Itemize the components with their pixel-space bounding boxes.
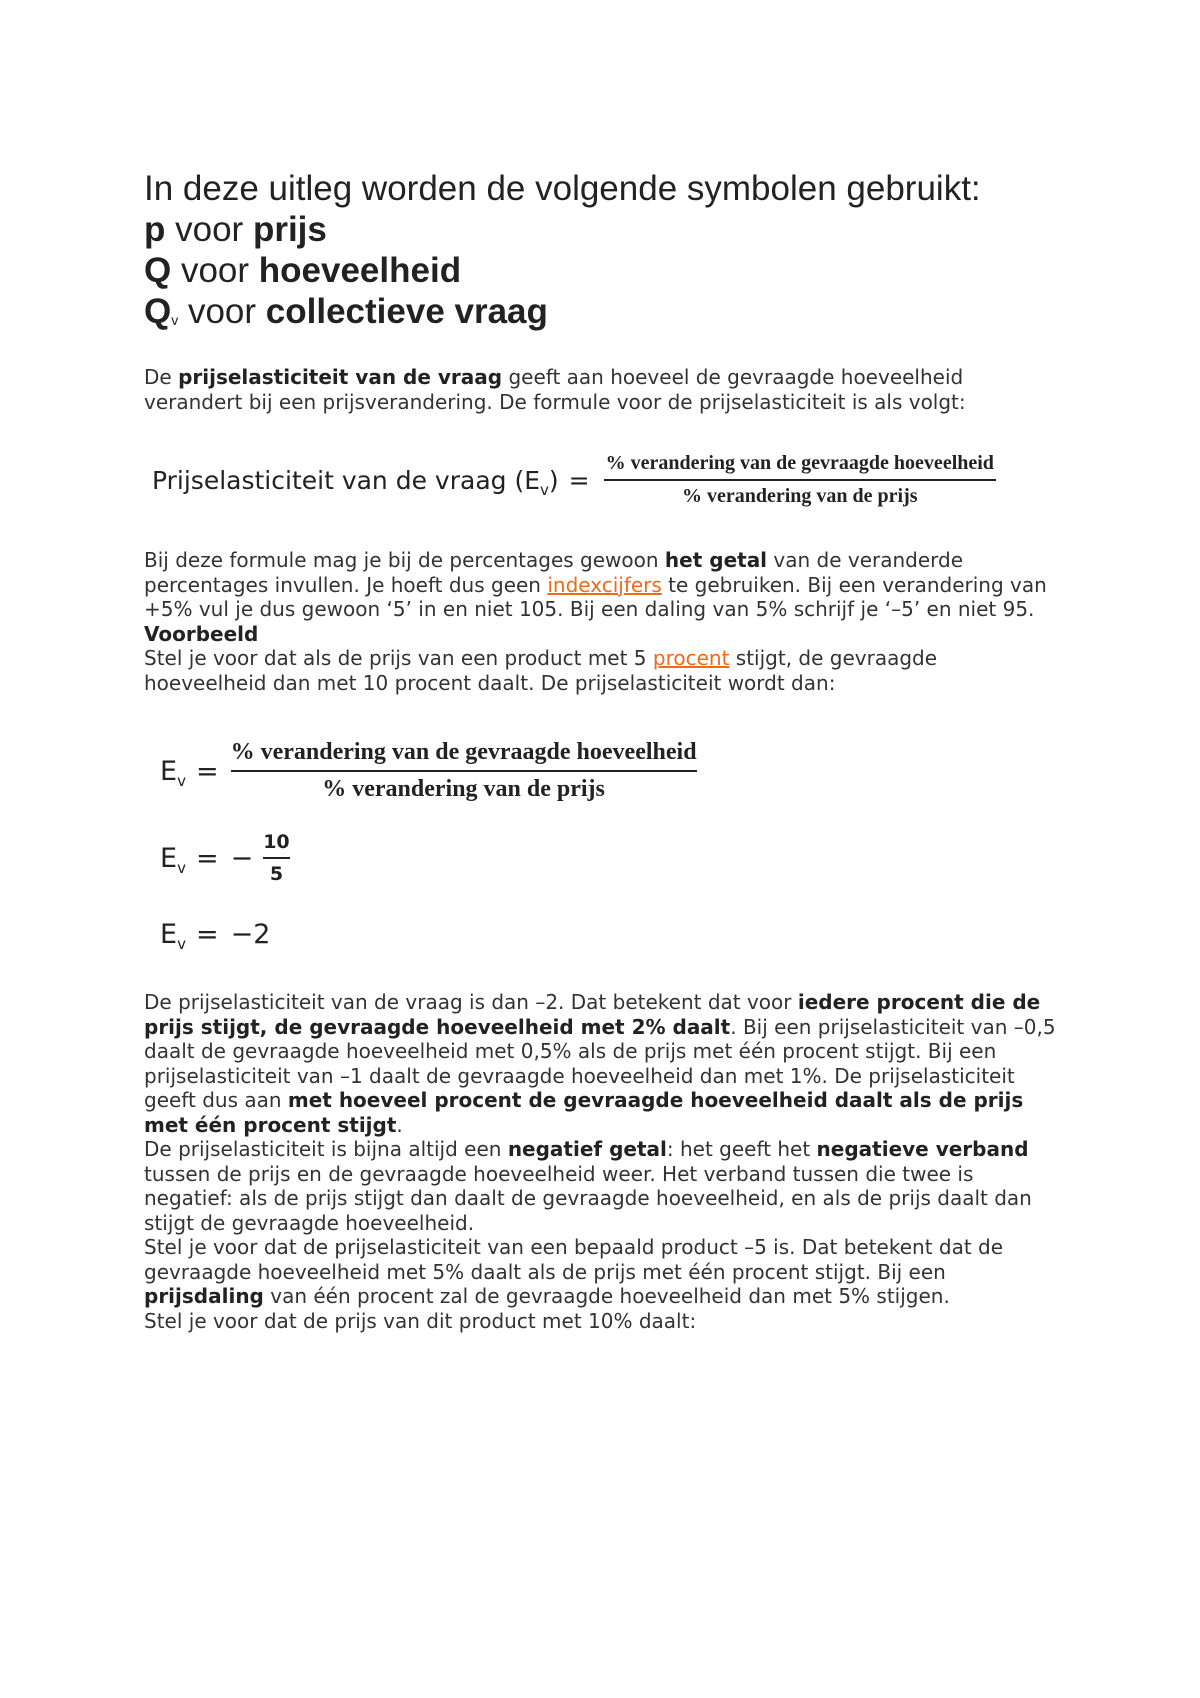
calc-result: −2 bbox=[230, 919, 271, 950]
document-page bbox=[144, 168, 1064, 1333]
calc-numerator: % verandering van de gevraagde hoeveelheid bbox=[230, 739, 697, 765]
formula-lhs: Prijselasticiteit van de vraag $(E_v)$ bbox=[152, 465, 559, 499]
calc-denominator: % verandering van de prijs bbox=[322, 776, 605, 802]
example-paragraph: Stel je voor dat als de prijs van een product met 5 procent stijgt, de gevraagde hoeveelheid dan met 10 procent daalt. De prijselasticiteit wordt dan: bbox=[144, 646, 938, 695]
fraction-bar bbox=[604, 479, 996, 481]
symbol-p: p bbox=[144, 210, 166, 249]
intro-paragraph: De prijselasticiteit van de vraag geeft aan hoeveel de gevraagde hoeveelheid verandert bij een prijsverandering. De formule voor de prijselasticiteit is als volgt: bbox=[144, 365, 966, 414]
symbols-block bbox=[144, 168, 1064, 339]
formula-numerator: % verandering van de gevraagde hoeveelheid bbox=[605, 452, 994, 474]
negative-relation-paragraph: De prijselasticiteit is bijna altijd een negatief getal: het geeft het negatieve verband tussen de prijs en de gevraagde hoeveelheid weer. Het verband tussen die twee is negatief: als de prijs stijgt dan daalt de gevraagde hoeveelheid, en als de prijs daalt dan stijgt de gevraagde hoeveelheid. bbox=[144, 1137, 1032, 1235]
symbol-p-term: prijs bbox=[252, 210, 327, 249]
symbol-qv: Q bbox=[144, 292, 172, 331]
calc-value-denominator: 5 bbox=[269, 863, 284, 885]
percentages-paragraph: Bij deze formule mag je bij de percentages gewoon het getal van de veranderde percentages invullen. Je hoeft dus geen indexcijfers te gebruiken. Bij een verandering van +5% vul je dus gewoon ‘5’ in en niet 105. Bij een daling van 5% schrijf je ‘–5’ en niet 95. bbox=[144, 548, 1047, 621]
calc-value-numerator: 10 bbox=[263, 831, 290, 853]
final-paragraph: Stel je voor dat de prijs van dit product met 10% daalt: bbox=[144, 1308, 697, 1333]
symbol-q: Q bbox=[144, 251, 172, 290]
calc-row-result: $E_v$ = −2 bbox=[160, 919, 271, 953]
symbol-qv-line: $Q_v$ voor collectieve vraag bbox=[144, 292, 548, 331]
symbol-q-line: Q voor hoeveelheid bbox=[144, 251, 462, 290]
procent-link[interactable]: procent bbox=[652, 646, 730, 670]
example-calculation bbox=[160, 739, 1064, 953]
symbol-p-line: p voor prijs bbox=[144, 210, 327, 249]
formula-fraction bbox=[604, 452, 996, 508]
price-drop-paragraph: Stel je voor dat de prijselasticiteit van een bepaald product –5 is. Dat betekent dat de gevraagde hoeveelheid met 5% daalt als de prijs met één procent stijgt. Bij een prijsdaling van één procent zal de gevraagde hoeveelheid dan met 5% stijgen. bbox=[144, 1235, 1004, 1308]
interpretation-paragraph: De prijselasticiteit van de vraag is dan –2. Dat betekent dat voor iedere procent die de prijs stijgt, de gevraagde hoeveelheid met 2% daalt. Bij een prijselasticiteit van –0,5 daalt de gevraagde hoeveelheid met 0,5% als de prijs met één procent stijgt. Bij een prijselasticiteit van –1 daalt de gevraagde hoeveelheid dan met 1%. De prijselasticiteit geeft dus aan met hoeveel procent de gevraagde hoeveelheid daalt als de prijs met één procent stijgt. bbox=[144, 990, 1056, 1137]
example-heading: Voorbeeld bbox=[144, 621, 259, 646]
symbol-qv-term: collectieve vraag bbox=[265, 292, 548, 331]
indexcijfers-link[interactable]: indexcijfers bbox=[547, 572, 662, 597]
calc-row-values: $E_v$ = − $\frac{10}{5}$ bbox=[160, 831, 290, 885]
symbols-heading: In deze uitleg worden de volgende symbolen gebruikt: bbox=[144, 169, 981, 208]
symbol-q-term: hoeveelheid bbox=[258, 251, 462, 290]
formula-denominator: % verandering van de prijs bbox=[682, 485, 918, 507]
fraction-bar bbox=[263, 857, 289, 859]
elasticity-formula: Prijselasticiteit van de vraag $(E_v)$ = $\frac{\text{\% verandering van de gevraagde hoeveelheid}}{\text{\% verandering van de prijs}}$ bbox=[152, 452, 994, 507]
calc-row-formula: $E_v$ = $\frac{\text{\% verandering van de gevraagde hoeveelheid}}{\text{\% verandering van de prijs}}$ bbox=[160, 739, 697, 802]
fraction-bar bbox=[231, 770, 697, 772]
